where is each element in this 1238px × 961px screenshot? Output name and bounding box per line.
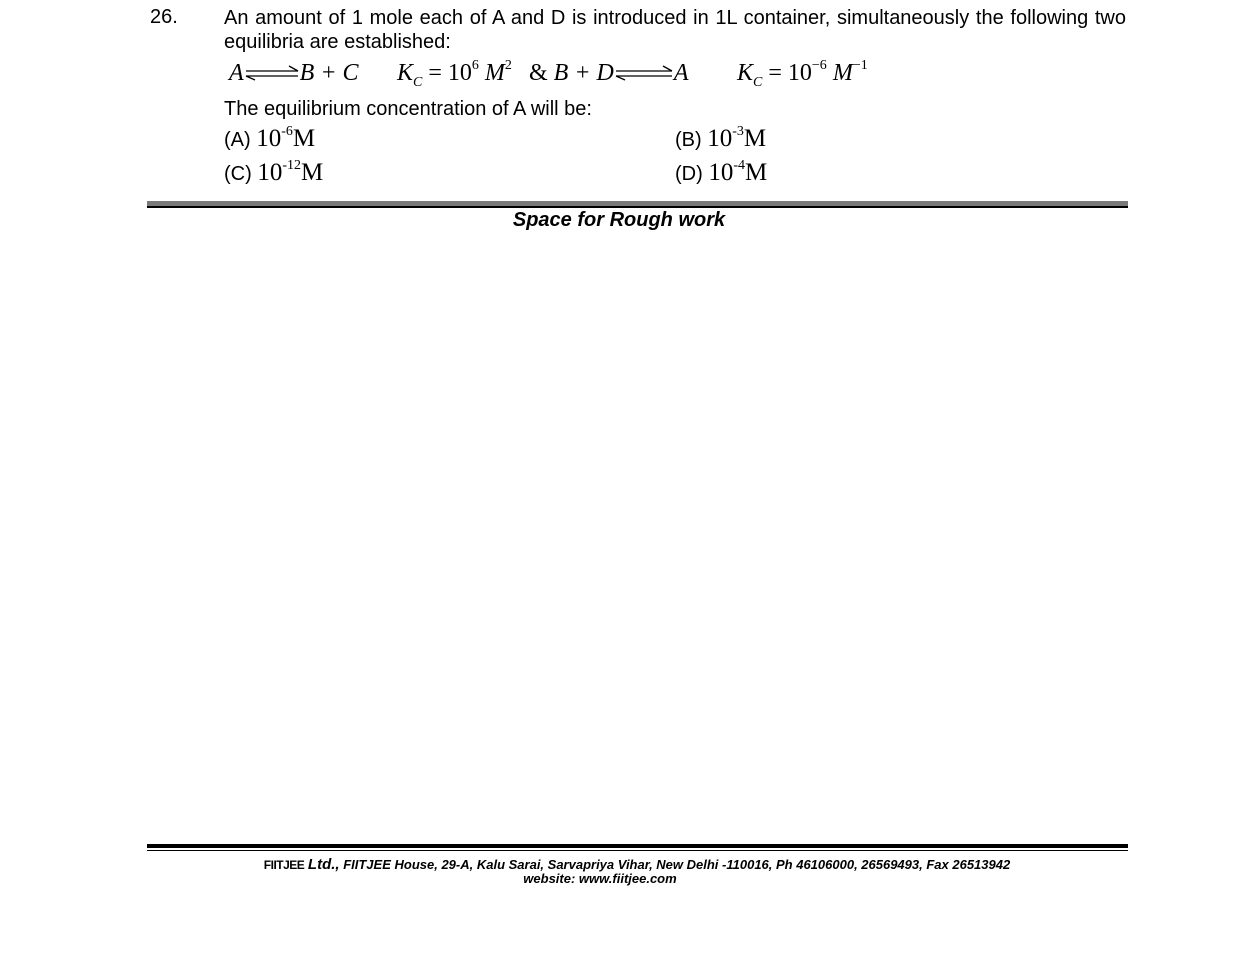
eq2-product: A [673,60,689,86]
option-unit: M [301,159,324,186]
question-text: An amount of 1 mole each of A and D is introduced in 1L container, simultaneously the following two equilibria are established: [224,7,1126,53]
eq2-reactants: B + D [553,60,614,86]
option-label: (D) [675,163,703,185]
option-d[interactable] [675,159,767,187]
option-unit: M [745,159,768,186]
eq2-kc-exp: −6 [811,58,827,73]
equation-1-kc [397,56,512,90]
eq1-kc-eq: = 10 [428,60,472,86]
footer-brand: FIITJEE [263,858,305,872]
option-b[interactable] [675,125,766,153]
option-unit: M [292,125,316,152]
divider-top-line [147,206,1128,208]
rough-work-label: Space for Rough work [512,209,726,231]
eq1-products: B + C [299,60,359,86]
footer-ltd: Ltd., [307,856,340,873]
equation-2 [529,56,689,90]
eq2-kc-eq: = 10 [768,60,812,86]
equilibrium-arrow-icon [244,65,300,81]
divider-footer [147,844,1128,848]
option-base: 10 [257,159,283,186]
eq1-kc-unit-exp: 2 [504,58,512,73]
divider-footer-line [147,850,1128,851]
eq2-kc-unit-exp: −1 [852,58,868,73]
question-prompt: The equilibrium concentration of A will be: [224,98,592,120]
option-label: (C) [224,163,252,185]
equilibrium-arrow-icon [614,65,674,81]
eq1-reactant: A [229,60,244,86]
option-c[interactable] [224,159,323,187]
option-base: 10 [707,125,733,152]
eq1-kc-exp: 6 [471,58,479,73]
option-label: (B) [675,129,702,151]
option-label: (A) [224,129,251,151]
eq2-kc-symbol: K [737,60,754,86]
equation-1 [229,56,359,90]
option-exp: -3 [732,124,744,139]
option-base: 10 [708,159,734,186]
equation-2-kc [737,56,868,90]
option-unit: M [743,125,767,152]
eq2-kc-unit: M [832,60,853,86]
eq1-kc-unit: M [484,60,505,86]
footer-address: FIITJEE House, 29-A, Kalu Sarai, Sarvapriya Vihar, New Delhi -110016, Ph 46106000, 26569493, Fax 26513942 [343,857,1011,872]
option-exp: -6 [281,124,293,139]
option-base: 10 [256,125,282,152]
option-exp: -4 [733,158,745,173]
option-exp: -12 [282,158,301,173]
eq1-kc-sub: C [413,75,423,90]
eq1-kc-symbol: K [397,60,414,86]
question-number: 26. [150,6,178,28]
eq2-kc-sub: C [753,75,763,90]
footer-website: website: www.fiitjee.com [523,871,677,886]
eq2-joiner: & [529,60,548,86]
option-a[interactable] [224,125,315,153]
